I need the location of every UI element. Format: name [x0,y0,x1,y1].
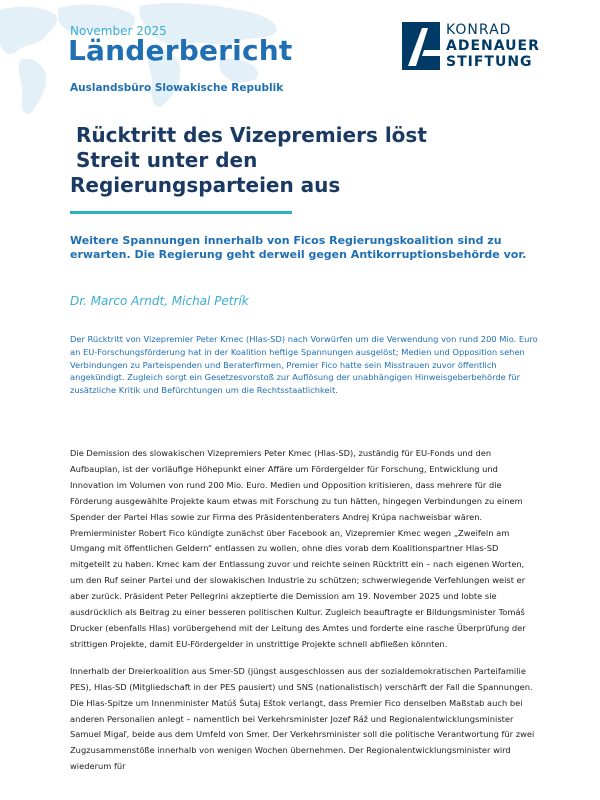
report-type-title: Länderbericht [68,34,293,67]
article-abstract: Der Rücktritt von Vizepremier Peter Kmec (Hlas-SD) nach Vorwürfen um die Verwendung von rund 200 Mio. Euro an EU-Forschungsförderung hat in der Koalition heftige Spannungen ausgelöst; Medien und Opposition sehen Verbindungen zu Parteispenden und Beraterfirmen, Premier Fico hatte sein Misstrauen zuvor öffentlich angekündigt. Zugleich sorgt ein Gesetzesvorstoß zur Auflösung der unabhängigen Hinweisgeberbehörde für zusätzliche Kritik und Befürchtungen um die Rechtsstaatlichkeit. [70,334,538,396]
headline-underline [70,211,292,214]
article-subheading: Weitere Spannungen innerhalb von Ficos Regierungskoalition sind zu erwarten. Die Regierung geht derweil gegen Antikorruptionsbehörde vor. [70,234,527,261]
logo-line-3: STIFTUNG [446,54,533,70]
logo-line-2: ADENAUER [446,38,540,54]
headline-line: Streit unter den [76,148,258,172]
article-authors: Dr. Marco Arndt, Michal Petrík [70,294,249,308]
body-paragraph: Innerhalb der Dreierkoalition aus Smer-SD (jüngst ausgeschlossen aus der sozialdemokratischen Parteifamilie PES), Hlas-SD (Mitgliedschaft in der PES pausiert) und SNS (nationalistisch) verschärft der Fall die Spannungen. Die Hlas-Spitze um Innenminister Matúš Šutaj Eštok verlangt, dass Premier Fico denselben Maßstab auch bei anderen Personalien anlegt – namentlich bei Verkehrsminister Jozef Ráž und Regionalentwicklungsminister Samuel Migaľ, beide aus dem Umfeld von Smer. Der Verkehrsminister soll die politische Verantwortung für zwei Zugzusammenstöße innerhalb von wenigen Wochen übernehmen. Der Regionalentwicklungsminister wird wiederum für [70,665,535,772]
article-headline [70,123,430,198]
article-body [70,446,540,786]
headline-line: Regierungsparteien aus [70,173,341,197]
report-date: November 2025 [70,24,167,38]
body-paragraph: Die Demission des slowakischen Vizepremiers Peter Kmec (Hlas-SD), zuständig für EU-Fonds und den Aufbauplan, ist der vorläufige Höhepunkt einer Affäre um Fördergelder für Forschung, Entwicklung und Innovation im Volumen von rund 200 Mio. Euro. Medien und Opposition kritisieren, dass mehrere für die Förderung ausgewählte Projekte kaum etwas mit Forschung zu tun hätten, hingegen Verbindungen zu einem Spender der Partei Hlas sowie zur Firma des Präsidentenberaters Andrej Krúpa nachweisbar wären. Premierminister Robert Fico kündigte zunächst über Facebook an, Vizepremier Kmec wegen „Zweifeln am Umgang mit öffentlichen Geldern“ entlassen zu wollen, ohne dies vorab dem Koalitionspartner Hlas-SD mitgeteilt zu haben. Kmec kam der Entlassung zuvor und reichte seinen Rücktritt ein – nach eigenen Worten, um den Ruf seiner Partei und der slowakischen Industrie zu schützen; schwerwiegende Verfehlungen weist er aber zurück. Präsident Peter Pellegrini akzeptierte die Demission am 19. November 2025 und lobte sie ausdrücklich als Beitrag zu einer besseren politischen Kultur. Zugleich beauftragte er Bildungsminister Tomáš Drucker (ebenfalls Hlas) vorübergehend mit der Leitung des Amtes und forderte eine rasche Überprüfung der strittigen Projekte, damit EU-Fördergelder in unstrittige Projekte schnell abfließen könnten. [70,448,526,649]
office-name: Auslandsbüro Slowakische Republik [70,82,284,94]
kas-logo-wordmark [446,22,540,70]
logo-line-1: KONRAD [446,22,512,38]
headline-line: Rücktritt des Vizepremiers löst [76,123,427,147]
